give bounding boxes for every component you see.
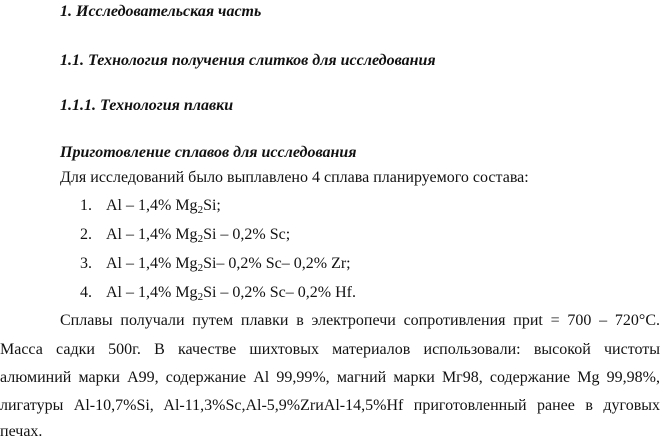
- paragraph-line: алюминий марки А99, содержание Al 99,99%, магний марки Мг98, содержание Mg 99,98%,: [0, 369, 660, 386]
- list-item-number: 3.: [80, 255, 92, 272]
- paragraph-line: Масса садки 500г. В качестве шихтовых материалов использовали: высокой чистоты: [0, 341, 660, 358]
- paragraph-line: лигатуры Al-10,7%Si, Al-11,3%Sc,Al-5,9%ZrиAl-14,5%Hf приготовленный ранее в дуговых: [0, 397, 660, 414]
- heading-research-part: 1. Исследовательская часть: [60, 3, 262, 20]
- heading-ingot-technology: 1.1. Технология получения слитков для исследования: [60, 52, 436, 69]
- heading-melting-technology: 1.1.1. Технология плавки: [60, 97, 234, 114]
- intro-text: Для исследований было выплавлено 4 сплава планируемого состава:: [60, 169, 529, 186]
- list-item: 3. Al – 1,4% $Mg_2Si-$ 0,2% Sc– 0,2% Zr;: [80, 255, 351, 274]
- list-item-number: 4.: [80, 284, 92, 301]
- paragraph-line: печах.: [0, 423, 43, 440]
- list-item-number: 1.: [80, 197, 92, 214]
- list-item-number: 2.: [80, 226, 92, 243]
- paragraph-line: Сплавы получали путем плавки в электропечи сопротивления приt = 700 – 720°С.: [60, 312, 660, 329]
- heading-alloy-preparation: Приготовление сплавов для исследования: [60, 144, 357, 161]
- list-item: 1. Al – 1,4% $Mg_2Si$;: [80, 197, 221, 216]
- list-item: 4. Al – 1,4% $Mg_2Si - 0,2\%$ Sc– 0,2% Hf.: [80, 284, 356, 303]
- list-item: 2. Al – 1,4% $Mg_2Si - 0,2\%$ Sc;: [80, 226, 291, 245]
